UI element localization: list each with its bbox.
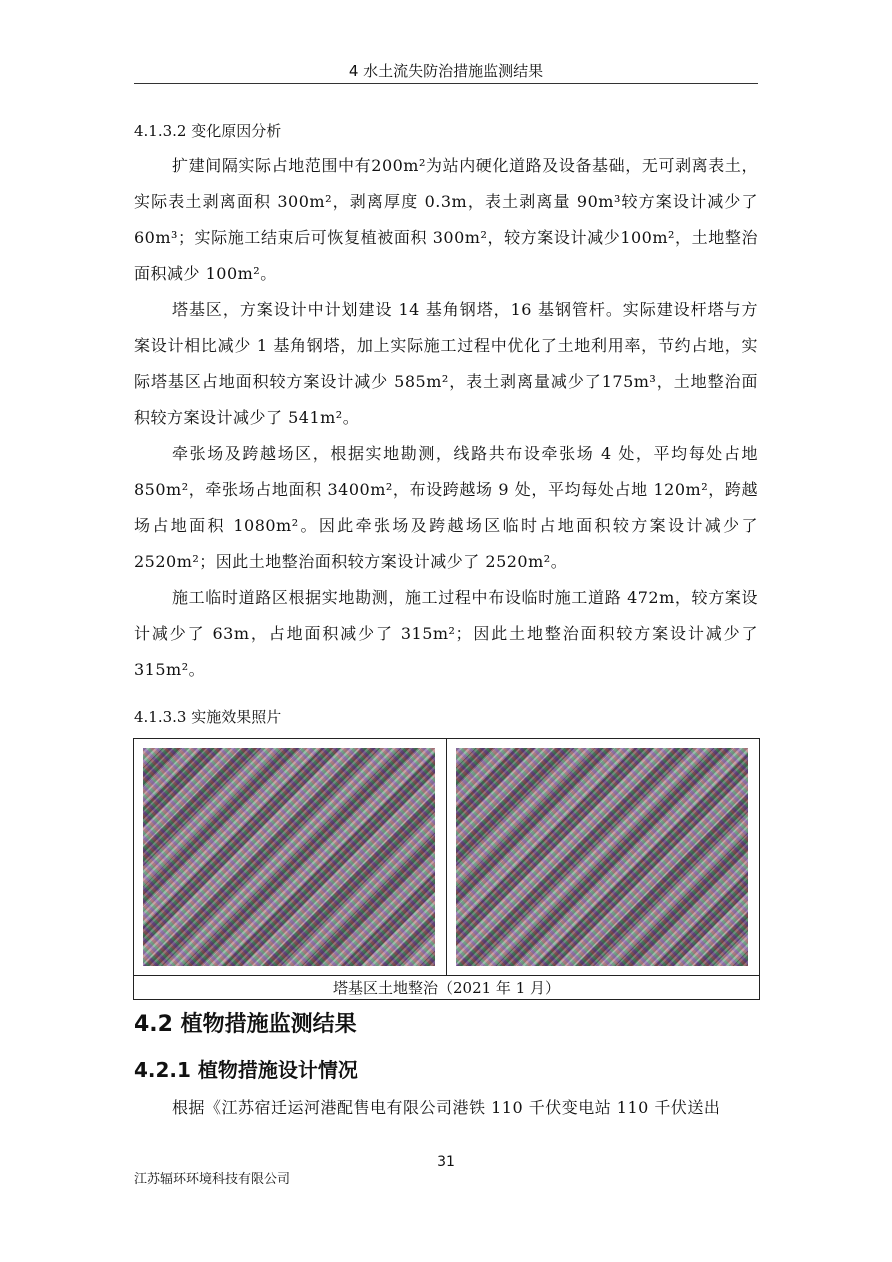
paragraph-expansion-bay: 扩建间隔实际占地范围中有200m²为站内硬化道路及设备基础，无可剥离表土，实际表土剥离面积 300m²，剥离厚度 0.3m，表土剥离量 90m³较方案设计减少了 60m³；实际施工结束后可恢复植被面积 300m²，较方案设计减少100m²，土地整治面积减少 100m²。 (134, 156, 758, 283)
footer-company: 江苏辐环环境科技有限公司 (134, 1172, 291, 1187)
header-divider (134, 83, 758, 84)
tower-base-photo-2 (456, 748, 748, 966)
tower-base-photo-1 (143, 748, 435, 966)
section-4-1-3-3-title: 4.1.3.3 实施效果照片 (134, 708, 282, 726)
paragraph-temporary-road: 施工临时道路区根据实地勘测，施工过程中布设临时施工道路 472m，较方案设计减少了 63m，占地面积减少了 315m²；因此土地整治面积较方案设计减少了 315m²。 (134, 588, 758, 679)
photo-cell-right (447, 739, 759, 975)
section-4-2-heading: 4.2 植物措施监测结果 (134, 1012, 357, 1037)
paragraph-tower-base: 塔基区，方案设计中计划建设 14 基角钢塔，16 基钢管杆。实际建设杆塔与方案设计相比减少 1 基角钢塔，加上实际施工过程中优化了土地利用率，节约占地，实际塔基区占地面积较方案设计减少 585m²，表土剥离量减少了175m³，土地整治面积较方案设计减少了 541m²。 (134, 300, 758, 427)
section-4-1-3-2-title: 4.1.3.2 变化原因分析 (134, 122, 282, 140)
paragraph-plant-design: 根据《江苏宿迁运河港配售电有限公司港铁 110 千伏变电站 110 千伏送出 (172, 1098, 721, 1117)
photo-caption: 塔基区土地整治（2021 年 1 月） (134, 975, 759, 1000)
page-number: 31 (437, 1154, 455, 1170)
paragraph-tension-field: 牵张场及跨越场区，根据实地勘测，线路共布设牵张场 4 处，平均每处占地 850m²，牵张场占地面积 3400m²，布设跨越场 9 处，平均每处占地 120m²，跨越场占地面积 1080m²。因此牵张场及跨越场区临时占地面积较方案设计减少了 2520m²；因此土地整治面积较方案设计减少了 2520m²。 (134, 444, 758, 571)
photo-cell-left (134, 739, 447, 975)
page-header: 4 水土流失防治措施监测结果 (348, 62, 544, 80)
photo-table (133, 738, 760, 1000)
section-4-2-1-heading: 4.2.1 植物措施设计情况 (134, 1058, 358, 1082)
